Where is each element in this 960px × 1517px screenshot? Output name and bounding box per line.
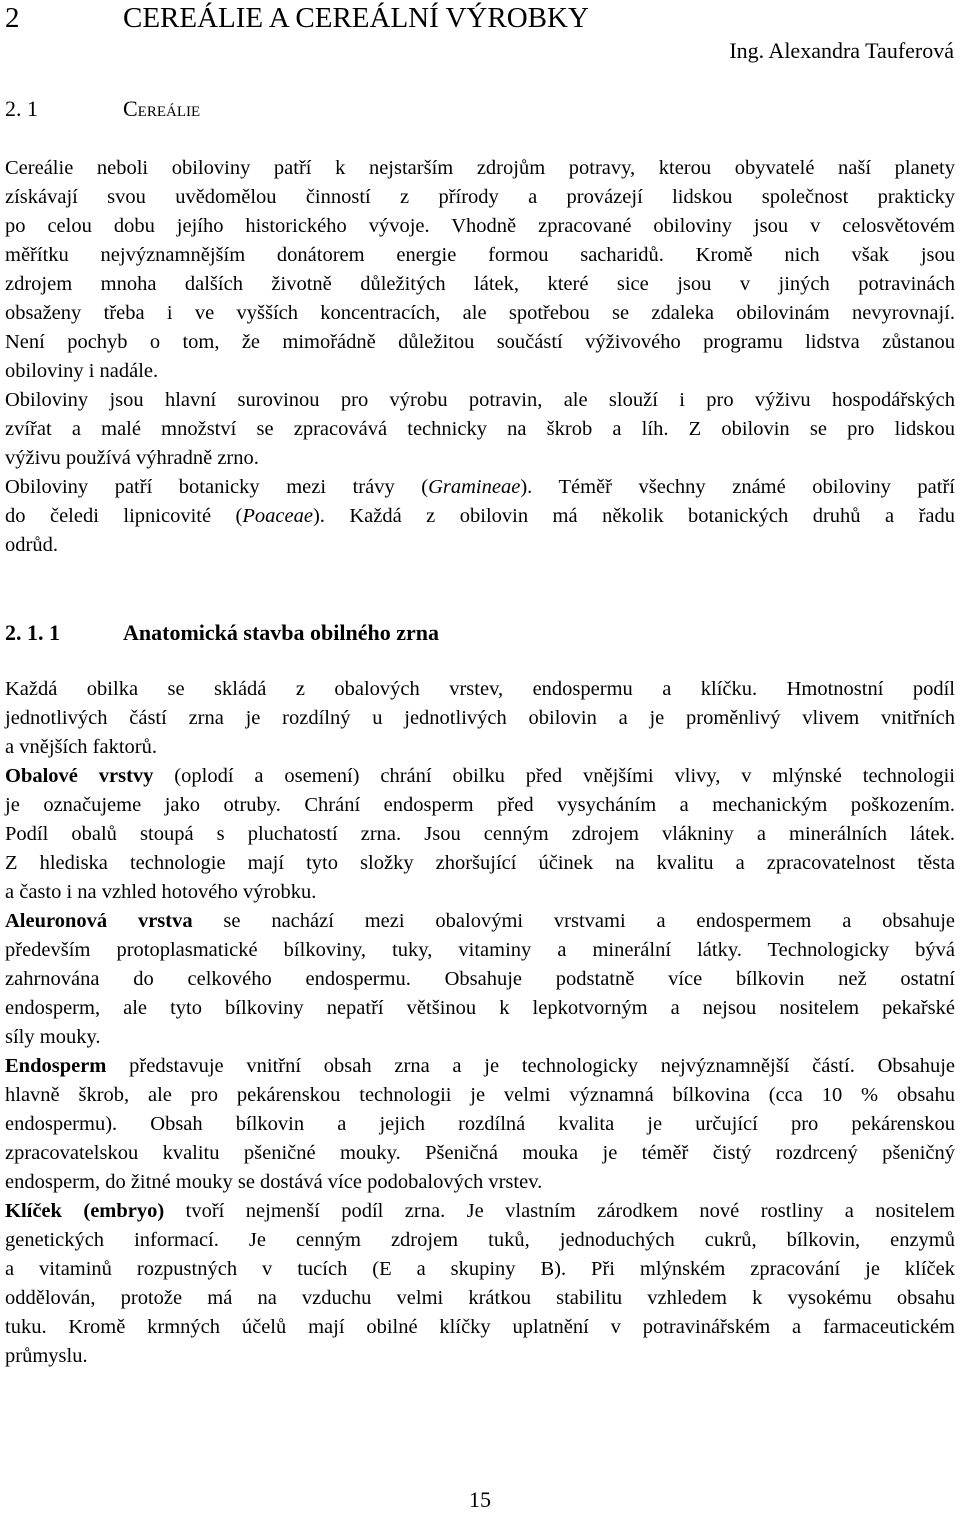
term-bold: Obalové vrstvy: [5, 765, 154, 787]
text-line: a vitaminů rozpustných v tucích (E a skupiny B). Při mlýnském zpracování je klíček: [5, 1258, 955, 1280]
text-span: (oplodí a osemení) chrání obilku před vnějšími vlivy, v mlýnské technologii: [153, 765, 955, 787]
text-line: a často i na vzhled hotového výrobku.: [5, 881, 317, 903]
text-span: do čeledi lipnicovité (: [5, 505, 243, 527]
text-line: tuku. Kromě krmných účelů mají obilné klíčky uplatnění v potravinářském a farmaceutickém: [5, 1316, 955, 1338]
text-line: a vnějších faktorů.: [5, 736, 157, 758]
text-line: oddělován, protože má na vzduchu velmi krátkou stabilitu vzhledem k vysokému obsahu: [5, 1287, 955, 1309]
section-title: Cereálie: [123, 96, 201, 121]
text-line: získávají svou uvědomělou činností z přírody a provázejí lidskou společnost prakticky: [5, 186, 955, 208]
term-bold: Klíček (embryo): [5, 1200, 165, 1222]
text-line: po celou dobu jejího historického vývoje. Vhodně zpracované obiloviny jsou v celosvětovém: [5, 215, 955, 237]
text-line: obiloviny i nadále.: [5, 360, 159, 382]
text-line: hlavně škrob, ale pro pekárenskou technologii je velmi významná bílkovina (cca 10 % obsahu: [5, 1084, 955, 1106]
chapter-title: CEREÁLIE A CEREÁLNÍ VÝROBKY: [123, 2, 589, 34]
text-line: je označujeme jako otruby. Chrání endosperm před vysycháním a mechanickým poškozením.: [5, 794, 955, 816]
text-line: průmyslu.: [5, 1345, 88, 1367]
text-line: zpracovatelskou kvalitu pšeničné mouky. Pšeničná mouka je téměř čistý rozdrcený pšeničný: [5, 1142, 955, 1164]
text-line: výživu používá výhradně zrno.: [5, 447, 259, 469]
text-span: se nachází mezi obalovými vrstvami a endospermem a obsahuje: [192, 910, 955, 932]
text-line: Obiloviny jsou hlavní surovinou pro výrobu potravin, ale slouží i pro výživu hospodářských: [5, 389, 955, 411]
latin-name: Poaceae: [242, 505, 313, 527]
text-line: [5, 473, 955, 502]
text-line: Není pochyb o tom, že mimořádně důležitou součástí výživového programu lidstva zůstanou: [5, 331, 955, 353]
text-span: tvoří nejmenší podíl zrna. Je vlastním zárodkem nové rostliny a nositelem: [164, 1200, 956, 1222]
text-line: zdrojem mnoha dalších životně důležitých látek, které sice jsou v jiných potravinách: [5, 273, 955, 295]
author-name: Ing. Alexandra Tauferová: [729, 38, 954, 63]
text-line: Podíl obalů stoupá s pluchatostí zrna. Jsou cenným zdrojem vlákniny a minerálních látek.: [5, 823, 955, 845]
text-line: endospermu). Obsah bílkovin a jejich rozdílná kvalita je určující pro pekárenskou: [5, 1113, 955, 1135]
text-line: endosperm, do žitné mouky se dostává více podobalových vrstev.: [5, 1171, 543, 1193]
text-line: [5, 762, 955, 791]
chapter-number: 2: [5, 2, 20, 34]
page-number: 15: [469, 1487, 491, 1512]
text-line: odrůd.: [5, 534, 58, 556]
text-span: představuje vnitřní obsah zrna a je technologicky nejvýznamnější částí. Obsahuje: [106, 1055, 955, 1077]
section-number: 2. 1: [5, 96, 38, 121]
text-line: zahrnována do celkového endospermu. Obsahuje podstatně více bílkovin než ostatní: [5, 968, 955, 990]
latin-name: Gramineae: [428, 476, 521, 498]
text-line: endosperm, ale tyto bílkoviny nepatří většinou k lepkotvorným a nejsou nositelem pekařské: [5, 997, 955, 1019]
subsection-number: 2. 1. 1: [5, 620, 60, 645]
text-line: [5, 1197, 955, 1226]
text-line: především protoplasmatické bílkoviny, tuky, vitaminy a minerální látky. Technologicky bývá: [5, 939, 955, 961]
text-line: jednotlivých částí zrna je rozdílný u jednotlivých obilovin a je proměnlivý vlivem vnitřních: [5, 707, 955, 729]
text-line: genetických informací. Je cenným zdrojem tuků, jednoduchých cukrů, bílkovin, enzymů: [5, 1229, 955, 1251]
text-span: Obiloviny patří botanicky mezi trávy (: [5, 476, 429, 498]
text-line: Každá obilka se skládá z obalových vrstev, endospermu a klíčku. Hmotnostní podíl: [5, 678, 955, 700]
term-bold: Aleuronová vrstva: [5, 910, 193, 932]
text-line: obsaženy třeba i ve vyšších koncentracích, ale spotřebou se zdaleka obilovinám nevyrovnají.: [5, 302, 955, 324]
text-span: ). Téměř všechny známé obiloviny patří: [520, 476, 955, 498]
text-line: síly mouky.: [5, 1026, 101, 1048]
text-line: měřítku nejvýznamnějším donátorem energie formou sacharidů. Kromě nich však jsou: [5, 244, 955, 266]
text-line: [5, 502, 955, 531]
text-line: zvířat a malé množství se zpracovává technicky na škrob a líh. Z obilovin se pro lidskou: [5, 418, 955, 440]
text-span: ). Každá z obilovin má několik botanických druhů a řadu: [312, 505, 955, 527]
text-line: [5, 1052, 955, 1081]
term-bold: Endosperm: [5, 1055, 107, 1077]
text-line: [5, 907, 955, 936]
subsection-title: Anatomická stavba obilného zrna: [123, 620, 439, 645]
text-line: Z hlediska technologie mají tyto složky zhoršující účinek na kvalitu a zpracovatelnost těsta: [5, 852, 955, 874]
text-line: Cereálie neboli obiloviny patří k nejstarším zdrojům potravy, kterou obyvatelé naší planety: [5, 157, 955, 179]
